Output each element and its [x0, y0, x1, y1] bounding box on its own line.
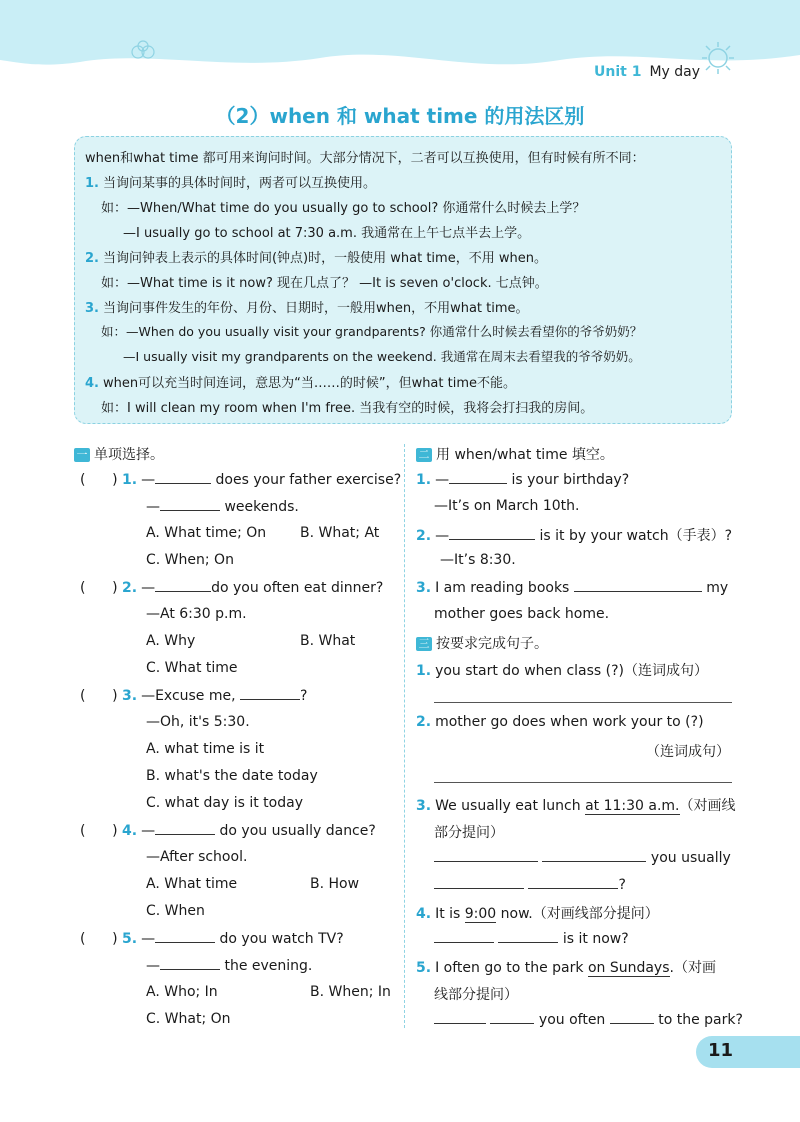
rewrite-question-5-line2: 线部分提问） — [434, 987, 518, 1003]
answer-blank[interactable] — [434, 876, 524, 889]
option-b[interactable]: B. When; In — [310, 984, 391, 1000]
underlined-phrase: 9:00 — [464, 906, 497, 922]
answer-blank[interactable] — [449, 471, 507, 484]
section-3-heading: 三 按要求完成句子。 — [416, 633, 548, 653]
section-number-icon: 三 — [416, 637, 432, 651]
point-2: 2. 当询问钟表上表示的具体时间(钟点)时，一般使用 what time，不用 when。 — [85, 251, 547, 266]
rewrite-question-4-answer: is it now? — [434, 930, 629, 947]
rewrite-question-3-answer-2: ? — [434, 876, 626, 893]
intro-text: when和what time 都可用来询问时间。大部分情况下，二者可以互换使用，但有时候有所不同： — [85, 151, 645, 166]
option-c[interactable]: C. When; On — [146, 552, 234, 568]
underlined-phrase: at 11:30 a.m. — [585, 798, 680, 814]
option-b[interactable]: B. What — [300, 633, 356, 649]
rewrite-question-2-note: （连词成句） — [646, 744, 730, 760]
fill-question-3: 3. I am reading books my — [416, 580, 729, 596]
section-number-icon: 一 — [74, 448, 90, 462]
mc-question-5-line2: — the evening. — [146, 958, 313, 974]
explanation-panel — [74, 136, 732, 424]
rewrite-question-2: 2. mother go does when work your to (?) — [416, 714, 704, 730]
point-1: 1. 当询问某事的具体时间时，两者可以互换使用。 — [85, 176, 376, 191]
rewrite-question-5-answer: you often to the park? — [434, 1011, 743, 1028]
answer-blank[interactable] — [240, 687, 300, 700]
option-b[interactable]: B. what's the date today — [146, 768, 318, 784]
rewrite-question-3: 3. We usually eat lunch at 11:30 a.m.（对画线 — [416, 798, 736, 814]
option-a[interactable]: A. what time is it — [146, 741, 265, 757]
point-1-example-a: —I usually go to school at 7:30 a.m. 我通常在上午七点半去上学。 — [123, 226, 531, 241]
option-a[interactable]: A. Why — [146, 633, 196, 649]
point-4: 4. when可以充当时间连词，意思为“当……的时候”，但what time不能。 — [85, 376, 517, 391]
mc-question-3-line2: —Oh, it's 5:30. — [146, 714, 250, 730]
answer-blank[interactable] — [434, 849, 538, 862]
answer-blank[interactable] — [449, 527, 535, 540]
mc-question-1-line2: — weekends. — [146, 499, 299, 515]
answer-blank[interactable] — [542, 849, 646, 862]
answer-blank[interactable] — [155, 471, 211, 484]
answer-blank[interactable] — [574, 579, 702, 592]
section-1-heading: 一 单项选择。 — [74, 444, 164, 464]
section-number-icon: 二 — [416, 448, 432, 462]
answer-line[interactable] — [434, 702, 732, 703]
rewrite-question-1: 1. you start do when class (?)（连词成句） — [416, 663, 709, 679]
point-3: 3. 当询问事件发生的年份、月份、日期时，一般用when，不用what time。 — [85, 301, 529, 316]
option-c[interactable]: C. What; On — [146, 1011, 231, 1027]
point-2-example: 如：—What time is it now? 现在几点了？ —It is seven o'clock. 七点钟。 — [101, 276, 548, 291]
fill-question-2-answer: —It’s 8:30. — [440, 552, 516, 568]
mc-question-1: ( ) 1. — does your father exercise? — [80, 472, 402, 488]
mc-question-2-line2: —At 6:30 p.m. — [146, 606, 247, 622]
rewrite-question-3-line2: 部分提问） — [434, 825, 504, 841]
mc-question-2: ( ) 2. — do you often eat dinner? — [80, 580, 384, 596]
option-b[interactable]: B. How — [310, 876, 360, 892]
rewrite-question-5: 5. I often go to the park on Sundays.（对画 — [416, 960, 716, 976]
answer-blank[interactable] — [155, 930, 215, 943]
unit-topic: My day — [649, 64, 701, 80]
page-number: 11 — [708, 1040, 734, 1061]
section-2-heading: 二 用 when/what time 填空。 — [416, 444, 614, 464]
answer-blank[interactable] — [155, 579, 211, 592]
answer-blank[interactable] — [528, 876, 618, 889]
fill-question-1: 1. — is your birthday? — [416, 472, 630, 488]
page-title: （2）when 和 what time 的用法区别 — [215, 104, 585, 128]
option-c[interactable]: C. When — [146, 903, 205, 919]
point-3-example-a: —I usually visit my grandparents on the weekend. 我通常在周末去看望我的爷爷奶奶。 — [123, 349, 641, 364]
answer-blank[interactable] — [498, 930, 558, 943]
fill-question-3-line2: mother goes back home. — [434, 606, 610, 622]
column-divider — [404, 444, 405, 1028]
point-4-example: 如：I will clean my room when I'm free. 当我有空的时候，我将会打扫我的房间。 — [101, 401, 594, 416]
mc-question-4: ( ) 4. — do you usually dance? — [80, 823, 376, 839]
answer-blank[interactable] — [155, 822, 215, 835]
answer-blank[interactable] — [160, 957, 220, 970]
mc-question-3: ( ) 3. —Excuse me, ? — [80, 688, 308, 704]
rewrite-question-3-answer-1: you usually — [434, 849, 731, 866]
option-a[interactable]: A. What time — [146, 876, 238, 892]
point-3-example-q: 如：—When do you usually visit your grandparents? 你通常什么时候去看望你的爷爷奶奶？ — [101, 324, 643, 339]
option-c[interactable]: C. what day is it today — [146, 795, 303, 811]
unit-number: Unit 1 — [594, 64, 642, 80]
underlined-phrase: on Sundays — [587, 960, 670, 976]
fill-question-2: 2. — is it by your watch（手表）? — [416, 528, 733, 544]
option-c[interactable]: C. What time — [146, 660, 238, 676]
answer-blank[interactable] — [160, 498, 220, 511]
unit-label — [594, 64, 700, 80]
fill-question-1-answer: —It’s on March 10th. — [434, 498, 580, 514]
mc-question-5: ( ) 5. — do you watch TV? — [80, 931, 344, 947]
header-wave — [0, 0, 800, 110]
answer-blank[interactable] — [434, 930, 494, 943]
option-a[interactable]: A. What time; On — [146, 525, 267, 541]
mc-question-4-line2: —After school. — [146, 849, 248, 865]
answer-blank[interactable] — [490, 1011, 534, 1024]
option-a[interactable]: A. Who; In — [146, 984, 218, 1000]
answer-line[interactable] — [434, 782, 732, 783]
option-b[interactable]: B. What; At — [300, 525, 380, 541]
sun-icon — [700, 40, 736, 76]
answer-blank[interactable] — [610, 1011, 654, 1024]
answer-blank[interactable] — [434, 1011, 486, 1024]
rewrite-question-4: 4. It is 9:00 now.（对画线部分提问） — [416, 906, 659, 922]
point-1-example-q: 如：—When/What time do you usually go to school? 你通常什么时候去上学？ — [101, 201, 586, 216]
